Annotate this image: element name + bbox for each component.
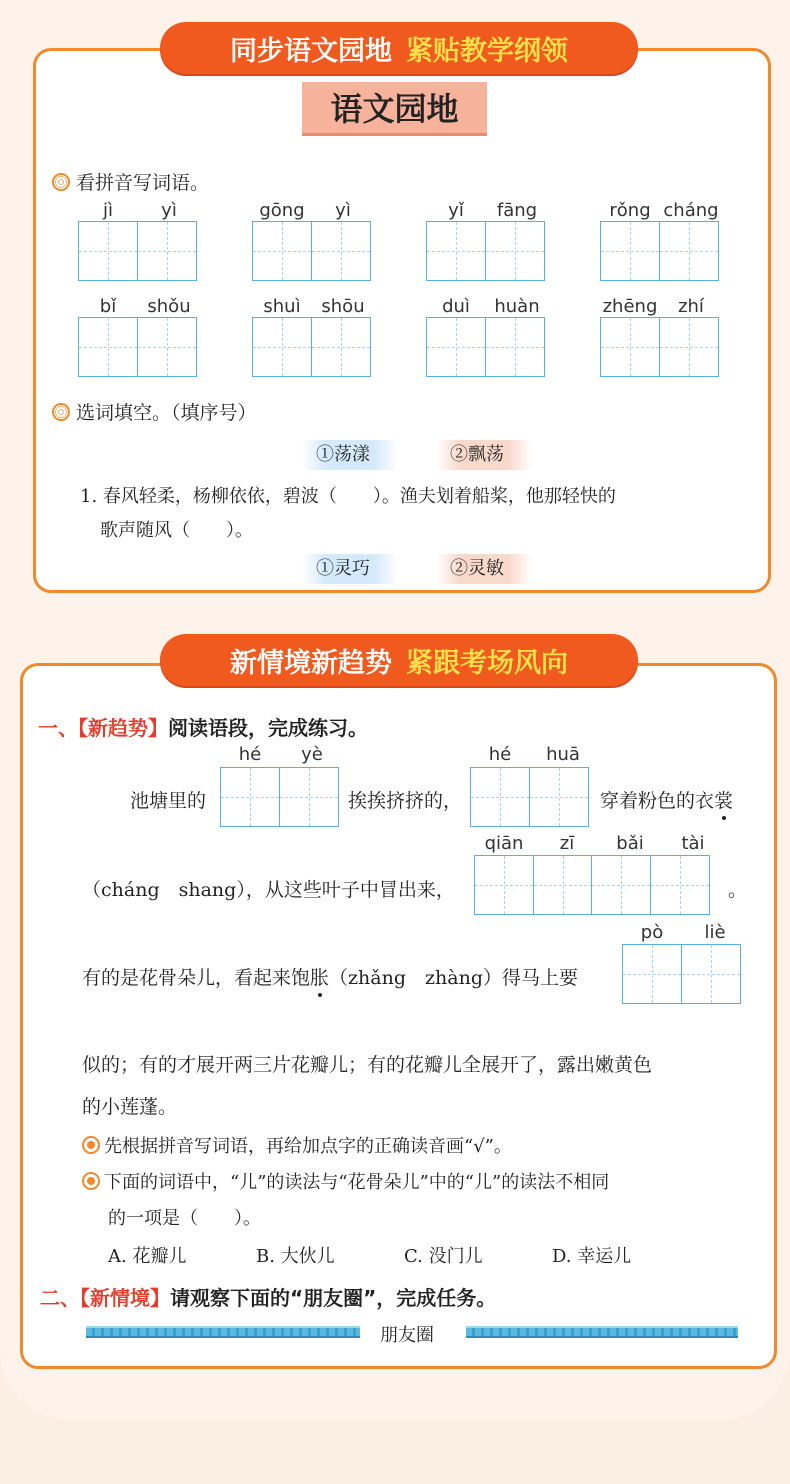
pinyin: yì: [161, 200, 177, 221]
pinyin: yì: [335, 200, 351, 221]
passage-text: 穿着粉色的衣裳: [600, 790, 734, 812]
pinyin: bǎi: [616, 833, 644, 854]
pinyin: qiān: [484, 833, 524, 854]
banner-title: 同步语文园地: [230, 35, 392, 67]
wave-divider-right: [466, 1326, 738, 1338]
banner-title: 新情境新趋势: [230, 647, 392, 679]
pinyin: duì: [442, 296, 470, 317]
pinyin: shuì: [263, 296, 301, 317]
banner-new-trend: [160, 634, 638, 686]
choice-d[interactable]: D. 幸运儿: [552, 1246, 632, 1267]
pinyin: zhí: [678, 296, 704, 317]
writing-grid[interactable]: [474, 855, 710, 915]
choice-a[interactable]: A. 花瓣儿: [108, 1246, 187, 1267]
dotted-char: 胀: [310, 967, 330, 989]
passage-text: 似的；有的才展开两三片花瓣儿；有的花瓣儿全展开了，露出嫩黄色: [82, 1054, 653, 1076]
writing-grid[interactable]: [426, 317, 545, 377]
bullet-icon: [52, 403, 70, 421]
pinyin: jì: [102, 200, 113, 221]
pinyin: fāng: [496, 200, 538, 221]
part2-heading: 二、【新情境】请观察下面的“朋友圈”，完成任务。: [40, 1286, 497, 1310]
target-icon: [82, 1136, 100, 1154]
choice-c[interactable]: C. 没门儿: [404, 1246, 483, 1267]
writing-grid[interactable]: [220, 767, 339, 827]
dotted-char: 裳: [714, 790, 734, 812]
wave-divider-left: [86, 1326, 360, 1338]
writing-grid[interactable]: [426, 221, 545, 281]
writing-grid[interactable]: [600, 317, 719, 377]
target-icon: [82, 1172, 100, 1190]
pinyin: yǐ: [448, 200, 464, 221]
passage-text: 池塘里的: [130, 790, 207, 812]
passage-text: 。: [728, 879, 748, 901]
task-1: 先根据拼音写词语，再给加点字的正确读音画“√”。: [82, 1132, 512, 1158]
section-pinyin-label: 看拼音写词语。: [52, 168, 209, 195]
writing-grid[interactable]: [622, 944, 741, 1004]
pinyin: shōu: [321, 296, 365, 317]
banner-sync-garden: [160, 22, 638, 74]
moments-caption: 朋友圈: [380, 1325, 434, 1346]
pinyin: hé: [488, 744, 512, 765]
writing-grid[interactable]: [78, 221, 197, 281]
pinyin: huā: [546, 744, 580, 765]
pinyin: huàn: [494, 296, 540, 317]
pinyin: rǒng: [609, 200, 651, 221]
section-fill-label: 选词填空。（填序号）: [52, 398, 257, 425]
question-text: 歌声随风（ ）。: [100, 520, 253, 541]
option-chip: ②灵敏: [436, 554, 532, 584]
task-2-cont: 的一项是（ ）。: [108, 1208, 261, 1229]
pinyin: tài: [681, 833, 705, 854]
card-title: 语文园地: [302, 82, 487, 136]
choice-b[interactable]: B. 大伙儿: [256, 1246, 335, 1267]
task-2: 下面的词语中，“儿”的读法与“花骨朵儿”中的“儿”的读法不相同: [82, 1168, 609, 1194]
pinyin: gōng: [259, 200, 305, 221]
banner-highlight: 紧贴教学纲领: [406, 35, 568, 67]
part1-heading: 一、【新趋势】阅读语段，完成练习。: [38, 716, 368, 740]
banner-highlight: 紧跟考场风向: [406, 647, 568, 679]
writing-grid[interactable]: [252, 221, 371, 281]
question-text: 1. 春风轻柔，杨柳依依，碧波（ ）。渔夫划着船桨，他那轻快的: [80, 486, 616, 507]
passage-text: 的小莲蓬。: [82, 1096, 178, 1118]
pinyin: yè: [301, 744, 323, 765]
writing-grid[interactable]: [252, 317, 371, 377]
writing-grid[interactable]: [600, 221, 719, 281]
bullet-icon: [52, 173, 70, 191]
option-chip: ②飘荡: [436, 440, 532, 470]
pinyin: zhēng: [602, 296, 658, 317]
pinyin: liè: [704, 922, 726, 943]
pinyin: bǐ: [99, 296, 117, 317]
pinyin: hé: [238, 744, 262, 765]
pinyin: shǒu: [147, 296, 191, 317]
option-chip: ①荡漾: [302, 440, 398, 470]
passage-text: （cháng shang），从这些叶子中冒出来，: [82, 879, 455, 901]
pinyin: pò: [640, 922, 664, 943]
passage-text: 有的是花骨朵儿，看起来饱胀（zhǎng zhàng）得马上要: [82, 967, 578, 989]
writing-grid[interactable]: [470, 767, 589, 827]
passage-text: 挨挨挤挤的，: [348, 790, 463, 812]
option-chip: ①灵巧: [302, 554, 398, 584]
writing-grid[interactable]: [78, 317, 197, 377]
pinyin: zī: [559, 833, 575, 854]
pinyin: cháng: [663, 200, 719, 221]
